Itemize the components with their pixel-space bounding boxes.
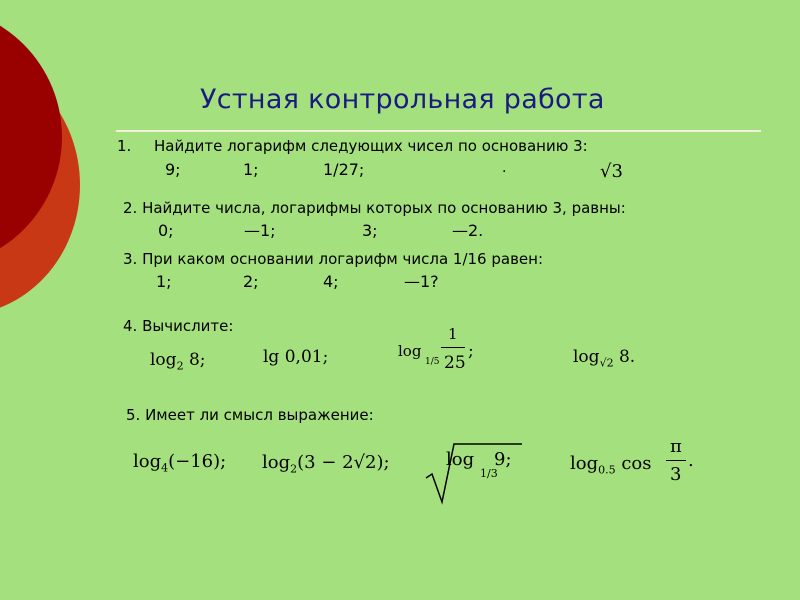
- q1-dot: .: [502, 160, 507, 176]
- log-base: 2: [176, 359, 184, 373]
- title-divider: [116, 130, 761, 132]
- q3-value: 2;: [243, 272, 259, 291]
- q2-text: 2. Найдите числа, логарифмы которых по основанию 3, равны:: [123, 199, 626, 217]
- q5-sqrt-log-symbol: log: [446, 449, 475, 470]
- q1-text: Найдите логарифм следующих чисел по основанию 3:: [154, 137, 588, 155]
- q1-value: 1;: [243, 160, 259, 179]
- log-argument: 8.: [613, 347, 636, 367]
- q5-sqrt-log-base: 1/3: [480, 467, 498, 480]
- q4-log-base: 1/5: [425, 357, 440, 367]
- q5-fraction-bar: [666, 460, 686, 461]
- log-argument: 8;: [183, 350, 206, 370]
- log-base: √2: [599, 356, 614, 370]
- q5-frac-denominator: 3: [670, 464, 682, 485]
- q3-value: —1?: [404, 272, 439, 291]
- log-symbol: log: [570, 453, 599, 474]
- q5-frac-numerator: π: [670, 436, 682, 457]
- q1-sqrt3: √3: [600, 161, 623, 182]
- log-symbol: log: [262, 452, 291, 473]
- q1-value: 9;: [165, 160, 181, 179]
- q4-log-symbol: log: [398, 342, 422, 360]
- q4-expr-log-sqrt2: [573, 347, 635, 369]
- q5-text: 5. Имеет ли смысл выражение:: [126, 406, 374, 424]
- q1-value: 1/27;: [323, 160, 365, 179]
- q3-value: 1;: [156, 272, 172, 291]
- q2-value: —1;: [244, 221, 276, 240]
- log-argument: (−16);: [168, 451, 227, 472]
- q4-frac-numerator: 1: [448, 325, 458, 343]
- q4-expr-log2-8: [150, 350, 206, 372]
- q1-number: 1.: [117, 137, 132, 155]
- q2-value: —2.: [452, 221, 484, 240]
- q4-text: 4. Вычислите:: [123, 317, 234, 335]
- q4-frac-denominator: 25: [444, 353, 466, 373]
- log-symbol: log: [133, 451, 162, 472]
- q5-sqrt-log-argument: 9;: [494, 449, 512, 470]
- q5-expr-log05-cos: [570, 453, 652, 477]
- slide-title: Устная контрольная работа: [200, 84, 605, 115]
- q3-text: 3. При каком основании логарифм числа 1/16 равен:: [123, 250, 543, 268]
- log-argument: (3 − 2√2);: [297, 452, 390, 473]
- log-symbol: log: [573, 347, 600, 367]
- q4-expr-lg: lg 0,01;: [263, 347, 329, 367]
- q4-semicolon: ;: [468, 341, 474, 361]
- log-symbol: log: [150, 350, 177, 370]
- q5-expr-log2: [262, 452, 390, 476]
- q2-value: 0;: [158, 221, 174, 240]
- q3-value: 4;: [323, 272, 339, 291]
- cos-symbol: cos: [615, 453, 652, 474]
- log-base: 0.5: [598, 463, 616, 477]
- q2-value: 3;: [362, 221, 378, 240]
- log-base: 4: [161, 461, 169, 475]
- log-base: 2: [290, 462, 298, 476]
- q5-expr-log4: [133, 451, 226, 475]
- q5-period: .: [688, 450, 694, 471]
- q4-fraction-bar: [441, 347, 465, 348]
